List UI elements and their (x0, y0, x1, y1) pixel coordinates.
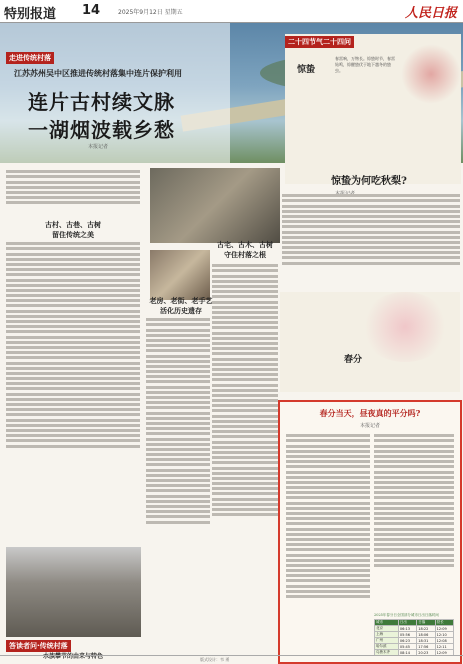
lead-byline: 本报记者 (88, 144, 109, 150)
table-cell: 12:09 (435, 650, 453, 656)
lead-title-line1[interactable]: 连片古村续文脉 (28, 90, 175, 114)
solar-term-word: 惊蛰 (297, 65, 316, 75)
flower-illustration (401, 44, 461, 104)
culture-title[interactable]: 水族攀节的由来与特色 (42, 653, 103, 660)
table-header-cell: 城市 (375, 620, 399, 626)
box-title[interactable]: 春分当天，昼夜真的平分吗? (319, 408, 421, 418)
culture-tag: 答读者问·传统村落 (6, 640, 71, 652)
text-column (374, 432, 454, 612)
spring-illustration (280, 292, 460, 392)
footer-text: 版式设计：韦 勇 (200, 657, 230, 662)
solar-term-question[interactable]: 惊蛰为何吃秋梨? (331, 176, 407, 187)
table-header-cell: 日落 (417, 620, 435, 626)
village-photo (150, 168, 280, 243)
solar-term-column (285, 34, 461, 187)
page-number: 14 (82, 3, 101, 18)
table-cell: 17:56 (417, 644, 435, 650)
table-cell: 18:31 (417, 638, 435, 644)
table-header-cell: 日出 (398, 620, 416, 626)
table-header-cell: 昼长 (435, 620, 453, 626)
issue-date: 2025年9月12日 星期五 (118, 9, 183, 16)
sunrise-table (374, 619, 454, 656)
text-column (6, 168, 140, 218)
solar-term-poem: 春雷响，万物长。惊蛰时节，春雷始鸣，惊醒蛰伏于地下越冬的蛰虫。 (335, 56, 395, 73)
section-name: 特别报道 (4, 7, 57, 22)
newspaper-logo: 人民日报 (404, 6, 457, 21)
spring-equinox-box (278, 400, 462, 664)
table-cell: 06:13 (398, 626, 416, 632)
right-subhead: 古宅、古木、古树 守住村落之根 (217, 240, 273, 259)
text-column (146, 316, 210, 616)
text-column (286, 432, 370, 652)
text-column (282, 192, 460, 288)
ancient-village-photo (6, 547, 141, 637)
lead-kicker: 江苏苏州吴中区推进传统村落集中连片保护利用 (14, 68, 182, 78)
blossom-illustration (360, 292, 450, 362)
table-title: 2025年春分日全国部分城市日出日落时间 (374, 613, 439, 617)
table-cell: 18:22 (417, 626, 435, 632)
table-cell: 05:45 (398, 644, 416, 650)
table-cell: 上海 (375, 632, 399, 638)
page-header (0, 0, 463, 23)
table-cell: 06:23 (398, 638, 416, 644)
page-footer (0, 655, 463, 664)
table-cell: 08:14 (398, 650, 416, 656)
solar-term-tag: 二十四节气二十四问 (285, 36, 354, 48)
table-cell: 乌鲁木齐 (375, 650, 399, 656)
table-cell: 哈尔滨 (375, 644, 399, 650)
left-subhead: 古村、古巷、古树 留住传统之美 (45, 220, 101, 239)
table-cell: 20:23 (417, 650, 435, 656)
table-cell: 广州 (375, 638, 399, 644)
table-cell: 12:11 (435, 644, 453, 650)
table-cell: 12:09 (435, 626, 453, 632)
lead-tag: 走进传统村落 (6, 52, 54, 64)
table-cell: 05:56 (398, 632, 416, 638)
spring-word: 春分 (344, 355, 363, 365)
center-subhead: 老房、老街、老手艺 活化历史遗存 (149, 296, 213, 315)
text-column (6, 240, 140, 540)
text-column (212, 262, 278, 632)
box-author: 本报记者 (359, 423, 380, 429)
crafts-photo (150, 250, 210, 300)
table-cell: 18:06 (417, 632, 435, 638)
table-cell: 12:10 (435, 632, 453, 638)
table-cell: 北京 (375, 626, 399, 632)
table-cell: 12:08 (435, 638, 453, 644)
lead-title-line2[interactable]: 一湖烟波载乡愁 (28, 118, 175, 142)
